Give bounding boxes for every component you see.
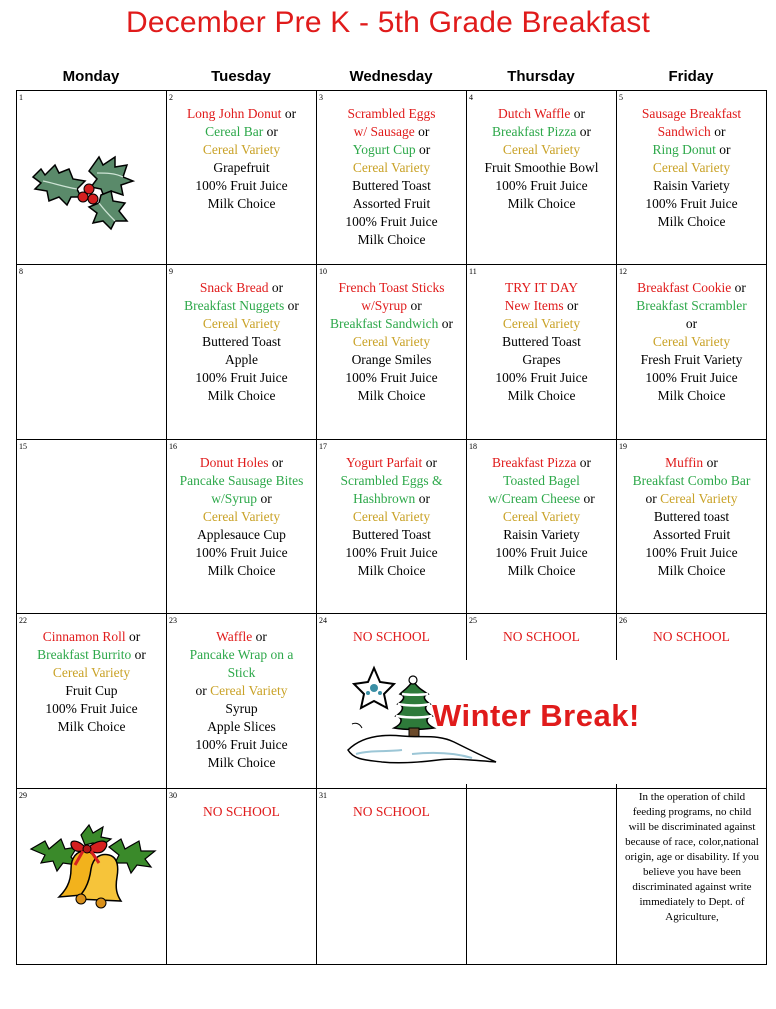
menu-line <box>619 123 764 141</box>
menu-text: Yogurt Parfait <box>346 455 423 470</box>
menu-line <box>319 628 464 646</box>
calendar-day-cell <box>317 265 466 439</box>
calendar-day-cell <box>617 265 766 439</box>
menu-text: Cereal Variety <box>502 142 581 157</box>
menu-text: Ring Donut <box>652 142 716 157</box>
menu-line <box>169 526 314 544</box>
menu-line <box>169 141 314 159</box>
menu-text: Scrambled Eggs & <box>340 473 443 488</box>
menu-text: or <box>268 280 284 295</box>
calendar-day-cell <box>167 614 316 788</box>
menu-text: New Items <box>504 298 564 313</box>
menu-line <box>619 297 764 315</box>
menu-line <box>169 195 314 213</box>
menu-line <box>169 159 314 177</box>
menu-line <box>319 490 464 508</box>
menu-line <box>619 490 764 508</box>
menu-text: Applesauce Cup <box>197 527 286 542</box>
menu-line <box>319 315 464 333</box>
day-number: 11 <box>469 267 477 276</box>
menu-text: Buttered Toast <box>352 178 431 193</box>
menu-text: 100% Fruit Juice <box>345 545 438 560</box>
menu-line <box>469 454 614 472</box>
menu-text: Cereal Variety <box>352 160 431 175</box>
menu-text: or <box>580 491 595 506</box>
menu-line <box>19 646 164 664</box>
menu-text: Breakfast Pizza <box>492 124 577 139</box>
menu-line <box>619 195 764 213</box>
menu-text: or <box>252 629 267 644</box>
menu-text: or <box>570 106 585 121</box>
calendar-day-cell <box>467 789 616 964</box>
menu-line <box>169 333 314 351</box>
menu-text: or <box>685 316 698 331</box>
calendar-day-cell <box>17 265 166 439</box>
calendar-day-cell <box>167 789 316 964</box>
menu-text: or <box>131 647 146 662</box>
day-number: 16 <box>169 442 177 451</box>
day-number: 24 <box>319 616 327 625</box>
menu-line <box>619 333 764 351</box>
menu-text: Milk Choice <box>357 232 426 247</box>
day-number: 1 <box>19 93 23 102</box>
menu-line <box>319 231 464 249</box>
menu-line <box>319 351 464 369</box>
menu-line <box>319 279 464 297</box>
menu-text: or <box>563 298 579 313</box>
menu-line <box>19 682 164 700</box>
calendar-day-cell <box>167 265 316 439</box>
menu-text: 100% Fruit Juice <box>195 178 288 193</box>
day-number: 30 <box>169 791 177 800</box>
menu-line <box>319 508 464 526</box>
menu-line <box>319 369 464 387</box>
menu-text: Milk Choice <box>207 388 276 403</box>
menu-text: Buttered Toast <box>352 527 431 542</box>
day-number: 10 <box>319 267 327 276</box>
menu-line <box>469 351 614 369</box>
menu-text: 100% Fruit Juice <box>45 701 138 716</box>
menu-line <box>619 177 764 195</box>
menu-line <box>619 351 764 369</box>
menu-line <box>169 315 314 333</box>
menu-text: Cereal Variety <box>202 316 281 331</box>
menu-text: NO SCHOOL <box>203 804 280 819</box>
menu-text: Assorted Fruit <box>652 527 731 542</box>
menu-line <box>169 646 314 664</box>
menu-line <box>469 526 614 544</box>
calendar-day-cell <box>17 789 166 964</box>
menu-line <box>169 754 314 772</box>
menu-text: Buttered Toast <box>502 334 581 349</box>
menu-text: Cereal Variety <box>660 491 738 506</box>
menu-text: or <box>731 280 746 295</box>
menu-text: Milk Choice <box>507 388 576 403</box>
menu-line <box>169 664 314 682</box>
menu-text: or <box>268 455 284 470</box>
menu-line <box>469 562 614 580</box>
menu-text: Cereal Variety <box>652 334 731 349</box>
menu-text: Milk Choice <box>207 755 276 770</box>
menu-text: Muffin <box>665 455 704 470</box>
menu-text: Toasted Bagel <box>503 473 580 488</box>
menu-text: 100% Fruit Juice <box>495 370 588 385</box>
menu-line <box>469 279 614 297</box>
menu-text: Fruit Cup <box>65 683 118 698</box>
menu-text: 100% Fruit Juice <box>645 545 738 560</box>
calendar-day-cell <box>17 614 166 788</box>
calendar-day-cell <box>17 440 166 613</box>
menu-line <box>469 141 614 159</box>
menu-line <box>19 664 164 682</box>
menu-text: or <box>263 124 278 139</box>
day-number: 23 <box>169 616 177 625</box>
day-number: 2 <box>169 93 173 102</box>
menu-line <box>319 213 464 231</box>
menu-text: Milk Choice <box>657 563 726 578</box>
menu-line <box>169 628 314 646</box>
menu-line <box>469 123 614 141</box>
menu-line <box>169 297 314 315</box>
menu-text: NO SCHOOL <box>353 629 430 644</box>
menu-line <box>469 628 614 646</box>
menu-text: Milk Choice <box>357 563 426 578</box>
menu-line <box>619 387 764 405</box>
menu-line <box>169 279 314 297</box>
menu-line <box>469 333 614 351</box>
menu-text: Milk Choice <box>507 563 576 578</box>
page-title: December Pre K - 5th Grade Breakfast <box>125 6 651 39</box>
menu-line <box>169 177 314 195</box>
menu-line <box>319 526 464 544</box>
menu-text: Breakfast Cookie <box>637 280 732 295</box>
menu-text: NO SCHOOL <box>653 629 730 644</box>
menu-text: or <box>438 316 453 331</box>
day-number: 17 <box>319 442 327 451</box>
menu-line <box>469 297 614 315</box>
menu-text: Donut Holes <box>199 455 269 470</box>
menu-line <box>169 105 314 123</box>
menu-line <box>169 718 314 736</box>
menu-text: Raisin Variety <box>653 178 730 193</box>
menu-text: Breakfast Scrambler <box>636 298 747 313</box>
menu-text: Milk Choice <box>507 196 576 211</box>
menu-text: Cereal Variety <box>52 665 131 680</box>
calendar-day-cell <box>167 440 316 613</box>
menu-line <box>169 472 314 490</box>
day-number: 12 <box>619 267 627 276</box>
menu-text: or <box>415 142 431 157</box>
day-number: 29 <box>19 791 27 800</box>
menu-line <box>619 315 764 333</box>
menu-text: w/Cream Cheese <box>488 491 581 506</box>
menu-text: 100% Fruit Juice <box>345 370 438 385</box>
menu-text: 100% Fruit Juice <box>195 370 288 385</box>
menu-line <box>469 159 614 177</box>
menu-line <box>169 682 314 700</box>
menu-text: Buttered Toast <box>202 334 281 349</box>
menu-text: Raisin Variety <box>503 527 580 542</box>
menu-text: Snack Bread <box>199 280 269 295</box>
menu-text: Scrambled Eggs <box>347 106 436 121</box>
menu-text: or <box>645 491 661 506</box>
day-number: 8 <box>19 267 23 276</box>
menu-text: 100% Fruit Juice <box>495 178 588 193</box>
menu-line <box>19 700 164 718</box>
menu-line <box>319 195 464 213</box>
menu-text: Breakfast Nuggets <box>184 298 285 313</box>
menu-text: Cereal Variety <box>210 683 288 698</box>
day-number: 3 <box>319 93 323 102</box>
menu-line <box>169 454 314 472</box>
menu-text: 100% Fruit Juice <box>495 545 588 560</box>
menu-text: Hashbrown <box>353 491 416 506</box>
menu-line <box>319 159 464 177</box>
menu-text: Cereal Variety <box>352 509 431 524</box>
menu-text: or <box>576 124 591 139</box>
menu-text: Milk Choice <box>357 388 426 403</box>
menu-line <box>319 544 464 562</box>
menu-text: Cereal Variety <box>502 509 581 524</box>
header-monday: Monday <box>62 68 120 85</box>
menu-line <box>619 105 764 123</box>
menu-text: Breakfast Sandwich <box>330 316 439 331</box>
menu-line <box>619 369 764 387</box>
menu-line <box>469 195 614 213</box>
menu-text: 100% Fruit Juice <box>645 370 738 385</box>
menu-text: Breakfast Burrito <box>37 647 132 662</box>
menu-text: Yogurt Cup <box>352 142 416 157</box>
menu-text: Pancake Wrap on a <box>189 647 294 662</box>
menu-line <box>619 159 764 177</box>
winter-break-label: Winter Break! <box>432 698 640 733</box>
calendar-day-cell <box>317 440 466 613</box>
menu-line <box>469 315 614 333</box>
calendar-day-cell <box>317 91 466 264</box>
menu-text: NO SCHOOL <box>503 629 580 644</box>
menu-text: Milk Choice <box>657 388 726 403</box>
menu-text: Grapefruit <box>213 160 270 175</box>
menu-line <box>469 387 614 405</box>
menu-text: or <box>710 124 726 139</box>
menu-line <box>319 177 464 195</box>
menu-line <box>169 508 314 526</box>
menu-line <box>469 472 614 490</box>
menu-line <box>169 700 314 718</box>
menu-line <box>319 123 464 141</box>
menu-line <box>619 454 764 472</box>
menu-text: Long John Donut <box>186 106 282 121</box>
menu-text: Cereal Variety <box>352 334 431 349</box>
menu-line <box>169 387 314 405</box>
menu-text: w/Syrup <box>211 491 258 506</box>
menu-text: or <box>703 455 718 470</box>
menu-line <box>619 526 764 544</box>
menu-text: or <box>715 142 731 157</box>
menu-text: Fruit Smoothie Bowl <box>484 160 599 175</box>
menu-line <box>169 351 314 369</box>
menu-text: Cereal Bar <box>205 124 264 139</box>
menu-text: Milk Choice <box>657 214 726 229</box>
menu-line <box>469 508 614 526</box>
menu-text: or <box>284 298 299 313</box>
header-friday: Friday <box>668 68 714 85</box>
menu-text: w/Syrup <box>361 298 408 313</box>
menu-line <box>619 544 764 562</box>
menu-text: or <box>576 455 591 470</box>
menu-text: Dutch Waffle <box>498 106 571 121</box>
bells-icon <box>27 819 159 915</box>
menu-text: Breakfast Combo Bar <box>632 473 751 488</box>
menu-text: Breakfast Pizza <box>492 455 577 470</box>
day-number: 22 <box>19 616 27 625</box>
menu-text: Cereal Variety <box>202 142 281 157</box>
day-number: 18 <box>469 442 477 451</box>
menu-line <box>169 562 314 580</box>
calendar-day-cell <box>617 440 766 613</box>
menu-line <box>619 213 764 231</box>
menu-text: Syrup <box>225 701 258 716</box>
menu-line <box>319 562 464 580</box>
menu-text: or <box>415 491 430 506</box>
menu-text: or <box>407 298 422 313</box>
menu-text: Stick <box>227 665 256 680</box>
menu-line <box>619 141 764 159</box>
menu-line <box>169 803 314 821</box>
calendar-day-cell <box>467 91 616 264</box>
menu-line <box>619 279 764 297</box>
menu-text: Cereal Variety <box>502 316 581 331</box>
menu-text: Waffle <box>216 629 253 644</box>
menu-text: Apple Slices <box>207 719 276 734</box>
menu-text: Pancake Sausage Bites <box>179 473 304 488</box>
menu-line <box>19 718 164 736</box>
menu-text: 100% Fruit Juice <box>645 196 738 211</box>
holly-icon <box>27 151 147 231</box>
menu-text: Grapes <box>522 352 561 367</box>
menu-text: Buttered toast <box>653 509 730 524</box>
menu-line <box>469 105 614 123</box>
menu-line <box>319 333 464 351</box>
menu-text: or <box>281 106 297 121</box>
menu-line <box>619 508 764 526</box>
menu-line <box>319 141 464 159</box>
menu-text: Cereal Variety <box>202 509 281 524</box>
menu-text: French Toast Sticks <box>338 280 445 295</box>
menu-text: TRY IT DAY <box>504 280 578 295</box>
day-number: 9 <box>169 267 173 276</box>
menu-line <box>469 490 614 508</box>
menu-text: Apple <box>225 352 258 367</box>
menu-line <box>619 628 764 646</box>
menu-text: Assorted Fruit <box>352 196 431 211</box>
header-wednesday: Wednesday <box>349 68 433 85</box>
grid-line <box>766 90 767 964</box>
menu-text: Milk Choice <box>207 196 276 211</box>
day-number: 15 <box>19 442 27 451</box>
calendar-day-cell <box>167 91 316 264</box>
menu-line <box>319 105 464 123</box>
day-number: 19 <box>619 442 627 451</box>
menu-text: or <box>257 491 272 506</box>
menu-text: NO SCHOOL <box>353 804 430 819</box>
menu-line <box>319 297 464 315</box>
menu-line <box>19 628 164 646</box>
day-number: 25 <box>469 616 477 625</box>
grid-line <box>16 964 767 965</box>
menu-text: or <box>414 124 430 139</box>
menu-line <box>469 369 614 387</box>
menu-text: Cinnamon Roll <box>42 629 126 644</box>
menu-line <box>619 472 764 490</box>
menu-text: 100% Fruit Juice <box>195 737 288 752</box>
menu-text: 100% Fruit Juice <box>195 545 288 560</box>
menu-text: 100% Fruit Juice <box>345 214 438 229</box>
menu-line <box>319 472 464 490</box>
calendar-day-cell <box>467 440 616 613</box>
menu-line <box>169 123 314 141</box>
menu-line <box>319 387 464 405</box>
day-number: 26 <box>619 616 627 625</box>
calendar-day-cell <box>467 265 616 439</box>
menu-text: or <box>195 683 211 698</box>
menu-text: Orange Smiles <box>351 352 432 367</box>
menu-line <box>169 736 314 754</box>
menu-line <box>319 803 464 821</box>
menu-line <box>619 562 764 580</box>
menu-text: or <box>422 455 437 470</box>
day-number: 31 <box>319 791 327 800</box>
calendar-day-cell <box>617 91 766 264</box>
menu-text: Milk Choice <box>207 563 276 578</box>
calendar-day-cell <box>317 789 466 964</box>
menu-text: Sandwich <box>657 124 711 139</box>
menu-line <box>169 369 314 387</box>
menu-line <box>169 490 314 508</box>
header-tuesday: Tuesday <box>211 68 271 85</box>
menu-text: Sausage Breakfast <box>641 106 742 121</box>
day-number: 4 <box>469 93 473 102</box>
menu-line <box>169 544 314 562</box>
menu-text: w/ Sausage <box>353 124 415 139</box>
menu-line <box>469 544 614 562</box>
day-number: 5 <box>619 93 623 102</box>
menu-text: Milk Choice <box>57 719 126 734</box>
menu-text: Cereal Variety <box>652 160 731 175</box>
header-thursday: Thursday <box>507 68 575 85</box>
menu-text: or <box>125 629 141 644</box>
calendar-day-cell <box>17 91 166 264</box>
menu-text: Fresh Fruit Variety <box>640 352 743 367</box>
menu-line <box>319 454 464 472</box>
nondiscrimination-notice: In the operation of child feeding programs, no child will be discriminated against because of race, color,national origin, age or disability. If you believe you have been discriminated against write immediately to Dept. of Agriculture, <box>618 790 766 962</box>
menu-line <box>469 177 614 195</box>
